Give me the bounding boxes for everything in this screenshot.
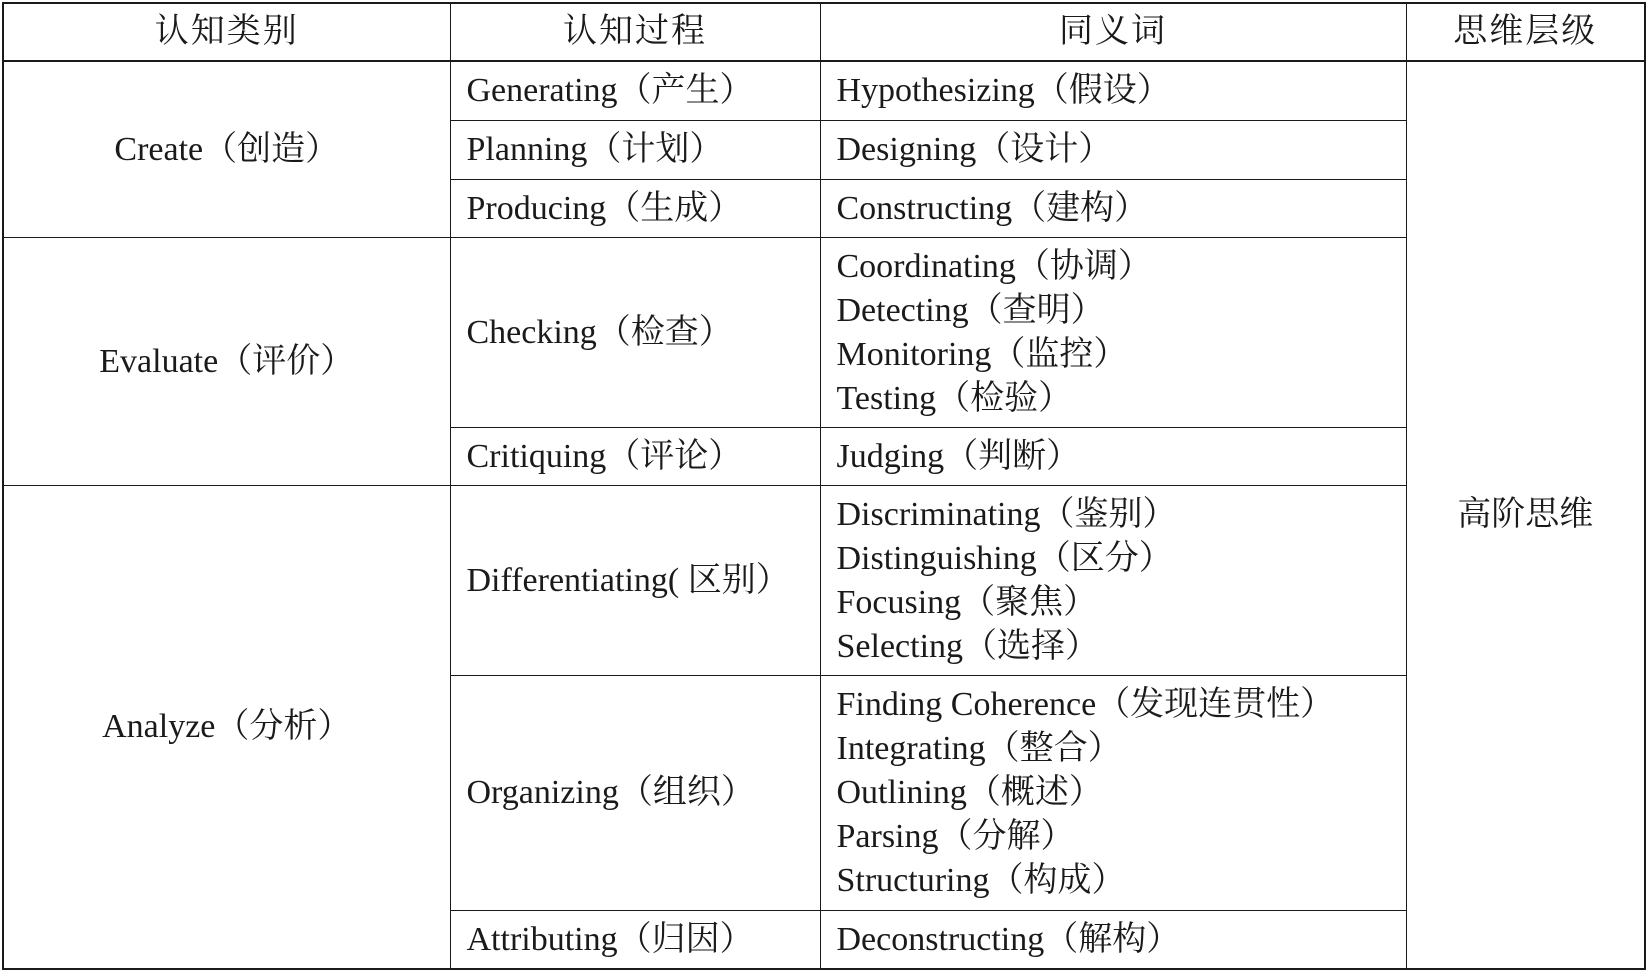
synonym-item: Coordinating（协调） bbox=[836, 247, 1152, 285]
synonyms-cell bbox=[820, 676, 1406, 911]
table-row bbox=[3, 238, 1645, 428]
synonyms-cell bbox=[820, 61, 1406, 121]
table-row bbox=[3, 61, 1645, 121]
header-synonyms: 同义词 bbox=[820, 3, 1406, 61]
category-cell-create: Create（创造） bbox=[3, 61, 450, 238]
process-cell: Generating（产生） bbox=[450, 61, 820, 121]
process-cell: Organizing（组织） bbox=[450, 676, 820, 911]
table-body bbox=[3, 61, 1645, 969]
category-cell-analyze: Analyze（分析） bbox=[3, 486, 450, 970]
process-cell: Planning（计划） bbox=[450, 121, 820, 180]
category-cell-evaluate: Evaluate（评价） bbox=[3, 238, 450, 486]
synonym-item: Structuring（构成） bbox=[836, 862, 1126, 899]
table-header bbox=[3, 3, 1645, 61]
synonyms-cell bbox=[820, 238, 1406, 428]
synonym-item: Constructing（建构） bbox=[836, 189, 1149, 227]
cognitive-taxonomy-table bbox=[2, 2, 1646, 970]
process-cell: Differentiating( 区别） bbox=[450, 486, 820, 676]
header-process: 认知过程 bbox=[450, 3, 820, 61]
process-cell: Producing（生成） bbox=[450, 180, 820, 238]
process-cell: Checking（检查） bbox=[450, 238, 820, 428]
synonym-item: Integrating（整合） bbox=[836, 730, 1122, 767]
synonyms-cell bbox=[820, 428, 1406, 486]
header-level: 思维层级 bbox=[1406, 3, 1645, 61]
process-cell: Attributing（归因） bbox=[450, 911, 820, 970]
synonym-item: Hypothesizing（假设） bbox=[836, 72, 1171, 109]
synonym-item: Distinguishing（区分） bbox=[836, 539, 1173, 577]
synonym-item: Discriminating（鉴别） bbox=[836, 495, 1177, 533]
synonyms-cell bbox=[820, 911, 1406, 970]
synonym-item: Deconstructing（解构） bbox=[836, 920, 1181, 958]
process-cell: Critiquing（评论） bbox=[450, 428, 820, 486]
synonyms-cell bbox=[820, 121, 1406, 180]
synonyms-cell bbox=[820, 486, 1406, 676]
synonym-item: Parsing（分解） bbox=[836, 818, 1075, 855]
header-category: 认知类别 bbox=[3, 3, 450, 61]
synonym-item: Testing（检验） bbox=[836, 379, 1073, 417]
table-row bbox=[3, 486, 1645, 676]
synonym-item: Designing（设计） bbox=[836, 131, 1113, 168]
synonym-item: Finding Coherence（发现连贯性） bbox=[836, 686, 1335, 723]
synonym-item: Outlining（概述） bbox=[836, 774, 1103, 811]
synonym-item: Selecting（选择） bbox=[836, 627, 1100, 665]
synonym-item: Detecting（查明） bbox=[836, 291, 1105, 329]
synonym-item: Monitoring（监控） bbox=[836, 335, 1128, 373]
thinking-level-cell: 高阶思维 bbox=[1406, 61, 1645, 969]
synonyms-cell bbox=[820, 180, 1406, 238]
synonym-item: Judging（判断） bbox=[836, 437, 1081, 475]
synonym-item: Focusing（聚焦） bbox=[836, 583, 1098, 621]
header-row bbox=[3, 3, 1645, 61]
